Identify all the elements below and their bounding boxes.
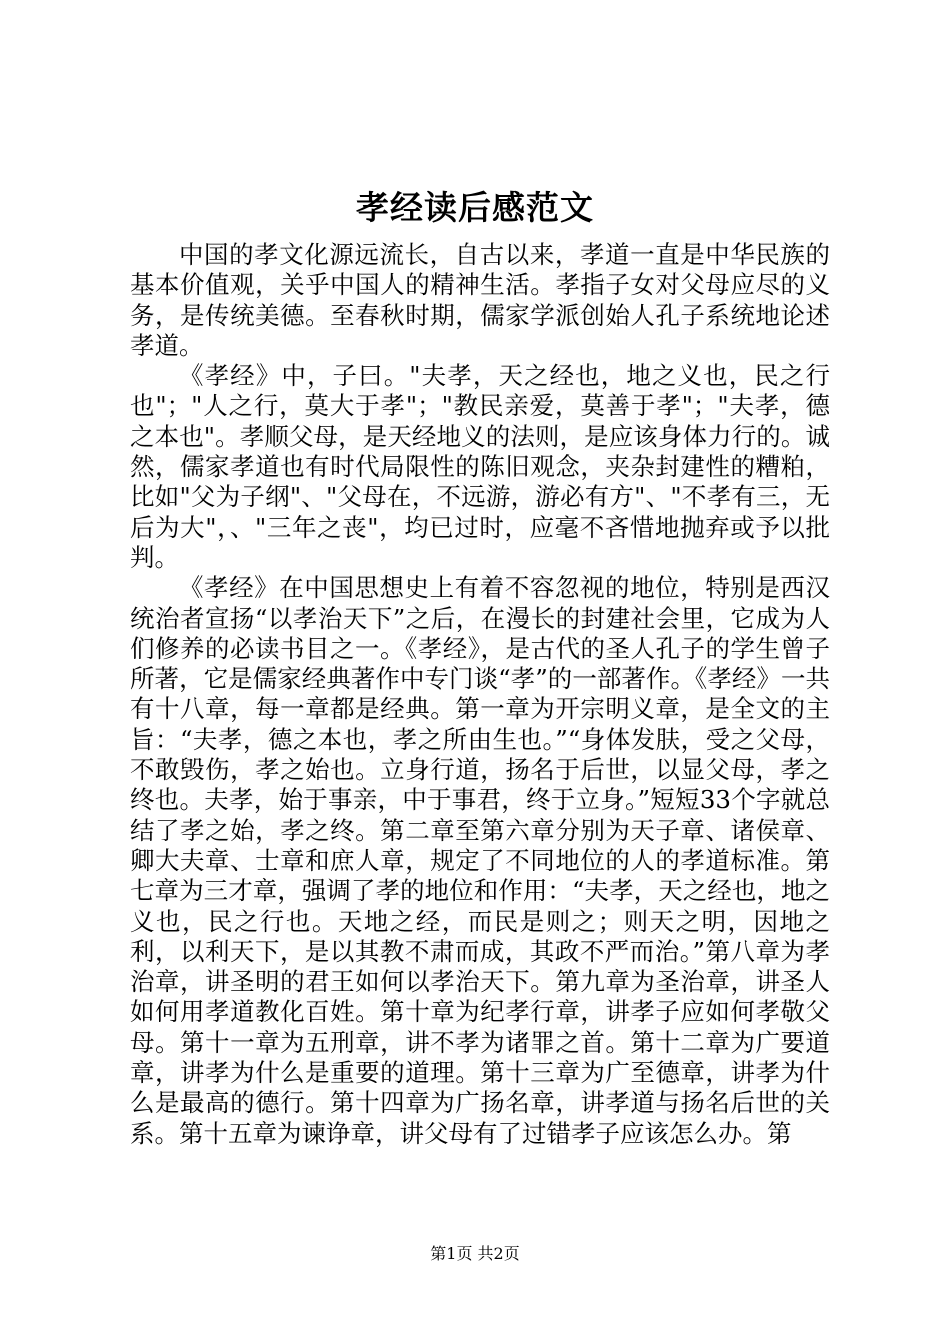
paragraph: 中国的孝文化源远流长，自古以来，孝道一直是中华民族的基本价值观，关乎中国人的精神生活。孝指子女对父母应尽的义务，是传统美德。至春秋时期，儒家学派创始人孔子系统地论述孝道。 xyxy=(130,240,830,360)
paragraph: 《孝经》中，子曰。"夫孝，天之经也，地之义也，民之行也"；"人之行，莫大于孝"；"教民亲爱，莫善于孝"；"夫孝，德之本也"。孝顺父母，是天经地义的法则，是应该身体力行的。诚然，儒家孝道也有时代局限性的陈旧观念，夹杂封建性的糟粕，比如"父为子纲"、"父母在，不远游，游必有方"、"不孝有三，无后为大"，、"三年之丧"，均已过时，应毫不吝惜地抛弃或予以批判。 xyxy=(130,361,830,572)
document-title: 孝经读后感范文 xyxy=(356,188,594,227)
paragraph: 《孝经》在中国思想史上有着不容忽视的地位，特别是西汉统治者宣扬“以孝治天下”之后，在漫长的封建社会里，它成为人们修养的必读书目之一。《孝经》，是古代的圣人孔子的学生曾子所著，它是儒家经典著作中专门谈“孝”的一部著作。《孝经》一共有十八章，每一章都是经典。第一章为开宗明义章，是全文的主旨：“夫孝，德之本也，孝之所由生也。”“身体发肤，受之父母，不敢毁伤，孝之始也。立身行道，扬名于后世，以显父母，孝之终也。夫孝，始于事亲，中于事君，终于立身。”短短33个字就总结了孝之始，孝之终。第二章至第六章分别为天子章、诸侯章、卿大夫章、士章和庶人章，规定了不同地位的人的孝道标准。第七章为三才章，强调了孝的地位和作用：“夫孝，天之经也，地之义也，民之行也。天地之经，而民是则之；则天之明，因地之利，以利天下，是以其教不肃而成，其政不严而治。”第八章为孝治章，讲圣明的君王如何以孝治天下。第九章为圣治章，讲圣人如何用孝道教化百姓。第十章为纪孝行章，讲孝子应如何孝敬父母。第十一章为五刑章，讲不孝为诸罪之首。第十二章为广要道章，讲孝为什么是重要的道理。第十三章为广至德章，讲孝为什么是最高的德行。第十四章为广扬名章，讲孝道与扬名后世的关系。第十五章为谏诤章，讲父母有了过错孝子应该怎么办。第 xyxy=(130,573,830,1148)
document-body xyxy=(130,240,830,1149)
page-footer: 第1页 共2页 xyxy=(430,1244,520,1263)
